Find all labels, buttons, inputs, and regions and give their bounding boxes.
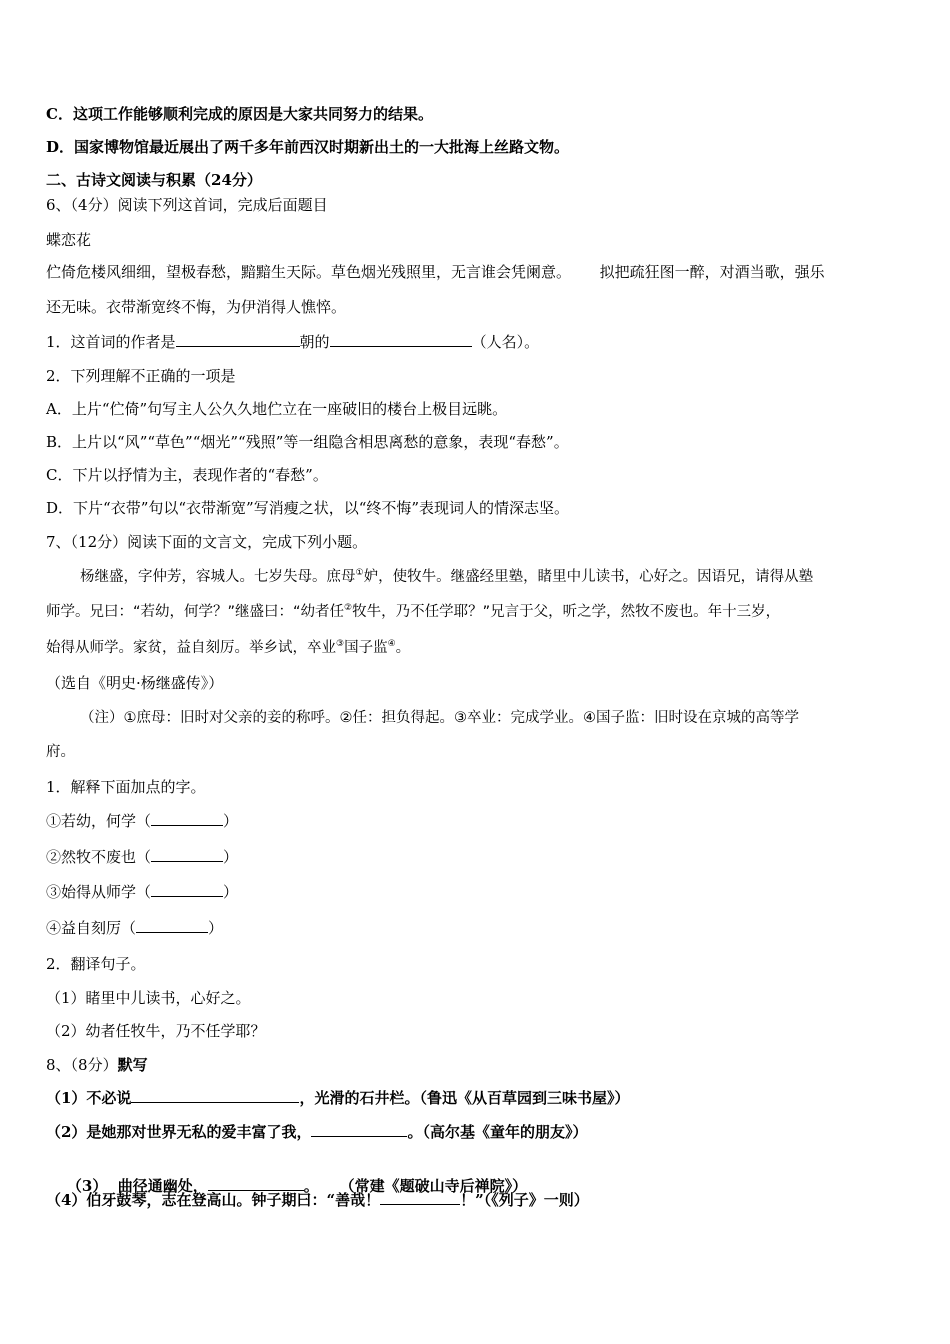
recite-text: （1）不必说 (46, 1089, 132, 1107)
passage-text: 妒，使牧牛。继盛经里塾，睹里中儿读书，心好之。因语兄，请得从塾 (363, 569, 814, 585)
option-c: C．这项工作能够顺利完成的原因是大家共同努力的结果。 (46, 105, 433, 123)
q6-option-a: A．上片“伫倚”句写主人公久久地伫立在一座破旧的楼台上极目远眺。 (46, 400, 508, 418)
passage-text: 。 (395, 640, 411, 656)
explain-blank[interactable] (136, 918, 208, 933)
explain-text: ②然牧不废也（ (46, 848, 152, 866)
recite-blank[interactable] (208, 1176, 304, 1191)
translate-2: （2）幼者任牧牛，乃不任学耶？ (46, 1022, 266, 1040)
footnote-ref: ④ (387, 639, 396, 650)
passage-line-2 (46, 602, 780, 622)
explain-blank[interactable] (151, 882, 223, 897)
poem-line-1: 伫倚危楼风细细，望极春愁，黯黯生天际。草色烟光残照里，无言谁会凭阑意。 拟把疏狂图一醉，对酒当歌，强乐 (46, 263, 825, 281)
q6-sub1-text: 1．这首词的作者是 (46, 333, 176, 351)
passage-line-3 (46, 638, 410, 658)
q7-heading: 7、（12分）阅读下面的文言文，完成下列小题。 (46, 533, 368, 551)
footnote-ref: ③ (336, 639, 345, 650)
passage-source: （选自《明史·杨继盛传》） (46, 674, 224, 692)
author-blank[interactable] (330, 332, 472, 347)
recite-text: （4）伯牙鼓琴，志在登高山。钟子期曰：“善哉！ (46, 1191, 381, 1209)
q8-head-text: 8、（8分） (46, 1056, 118, 1074)
recite-blank[interactable] (380, 1190, 460, 1205)
recite-2 (46, 1122, 587, 1142)
close-paren: ） (208, 919, 224, 937)
recite-text: 。（高尔基《童年的朋友》） (407, 1123, 588, 1141)
explain-blank[interactable] (151, 847, 223, 862)
explain-blank[interactable] (151, 811, 223, 826)
passage-text: 牧牛，乃不任学耶？”兄言于父，听之学，然牧不废也。年十三岁， (352, 604, 781, 620)
explain-text: ③始得从师学（ (46, 883, 152, 901)
explain-text: ①若幼，何学（ (46, 812, 152, 830)
passage-text: 杨继盛，字仲芳，容城人。七岁失母。庶母 (80, 569, 356, 585)
poem-line-2: 还无味。衣带渐宽终不悔，为伊消得人憔悴。 (46, 298, 347, 316)
explain-item-2 (46, 847, 238, 867)
explain-item-3 (46, 882, 238, 902)
note-line-1: （注）①庶母：旧时对父亲的妾的称呼。②任：担负得起。③卒业：完成学业。④国子监：旧时设在京城的高等学 (80, 710, 799, 726)
q6-option-d: D．下片“衣带”句以“衣带渐宽”写消瘦之状，以“终不悔”表现词人的情深志坚。 (46, 499, 570, 517)
q7-sub2: 2．翻译句子。 (46, 955, 146, 973)
recite-text: ！”（《列子》一则） (460, 1191, 589, 1209)
passage-line-1 (80, 567, 813, 587)
recite-blank[interactable] (131, 1088, 299, 1103)
recite-text: ，光滑的石井栏。（鲁迅《从百草园到三味书屋》） (299, 1089, 630, 1107)
dynasty-blank[interactable] (176, 332, 300, 347)
passage-text: 师学。兄曰：“若幼，何学？”继盛曰：“幼者任 (46, 604, 345, 620)
q7-sub1: 1．解释下面加点的字。 (46, 778, 206, 796)
explain-item-4 (46, 918, 223, 938)
explain-item-1 (46, 811, 238, 831)
recite-1 (46, 1088, 629, 1108)
q6-sub1-text-2: 朝的 (299, 333, 330, 351)
translate-1: （1）睹里中儿读书，心好之。 (46, 989, 251, 1007)
q6-option-b: B．上片以“风”“草色”“烟光”“残照”等一组隐含相思离愁的意象，表现“春愁”。 (46, 433, 569, 451)
option-d: D．国家博物馆最近展出了两千多年前西汉时期新出土的一大批海上丝路文物。 (46, 138, 570, 156)
q6-option-c: C．下片以抒情为主，表现作者的“春愁”。 (46, 466, 328, 484)
recite-blank[interactable] (311, 1122, 407, 1137)
recite-text: （3） 曲径通幽处， (66, 1177, 208, 1195)
footnote-ref: ② (344, 603, 353, 614)
close-paren: ） (223, 812, 239, 830)
q8-heading (46, 1055, 148, 1075)
poem-title: 蝶恋花 (46, 231, 92, 249)
recite-text: （2）是她那对世界无私的爱丰富了我， (46, 1123, 312, 1141)
q8-head-bold: 默写 (117, 1056, 148, 1074)
recite-4 (46, 1190, 589, 1210)
q6-heading: 6、（4分）阅读下列这首词，完成后面题目 (46, 196, 328, 214)
recite-text: 。 （常建《题破山寺后禅院》） (303, 1177, 528, 1195)
close-paren: ） (223, 848, 239, 866)
q6-sub2: 2．下列理解不正确的一项是 (46, 367, 236, 385)
passage-text: 始得从师学。家贫，益自刻厉。举乡试，卒业 (46, 640, 336, 656)
footnote-ref: ① (355, 568, 364, 579)
q6-sub1 (46, 332, 539, 352)
passage-text: 国子监 (344, 640, 388, 656)
note-line-2: 府。 (46, 744, 75, 760)
section-title: 二、古诗文阅读与积累（24分） (46, 171, 262, 189)
q6-sub1-text-3: （人名）。 (471, 333, 540, 351)
explain-text: ④益自刻厉（ (46, 919, 137, 937)
close-paren: ） (223, 883, 239, 901)
